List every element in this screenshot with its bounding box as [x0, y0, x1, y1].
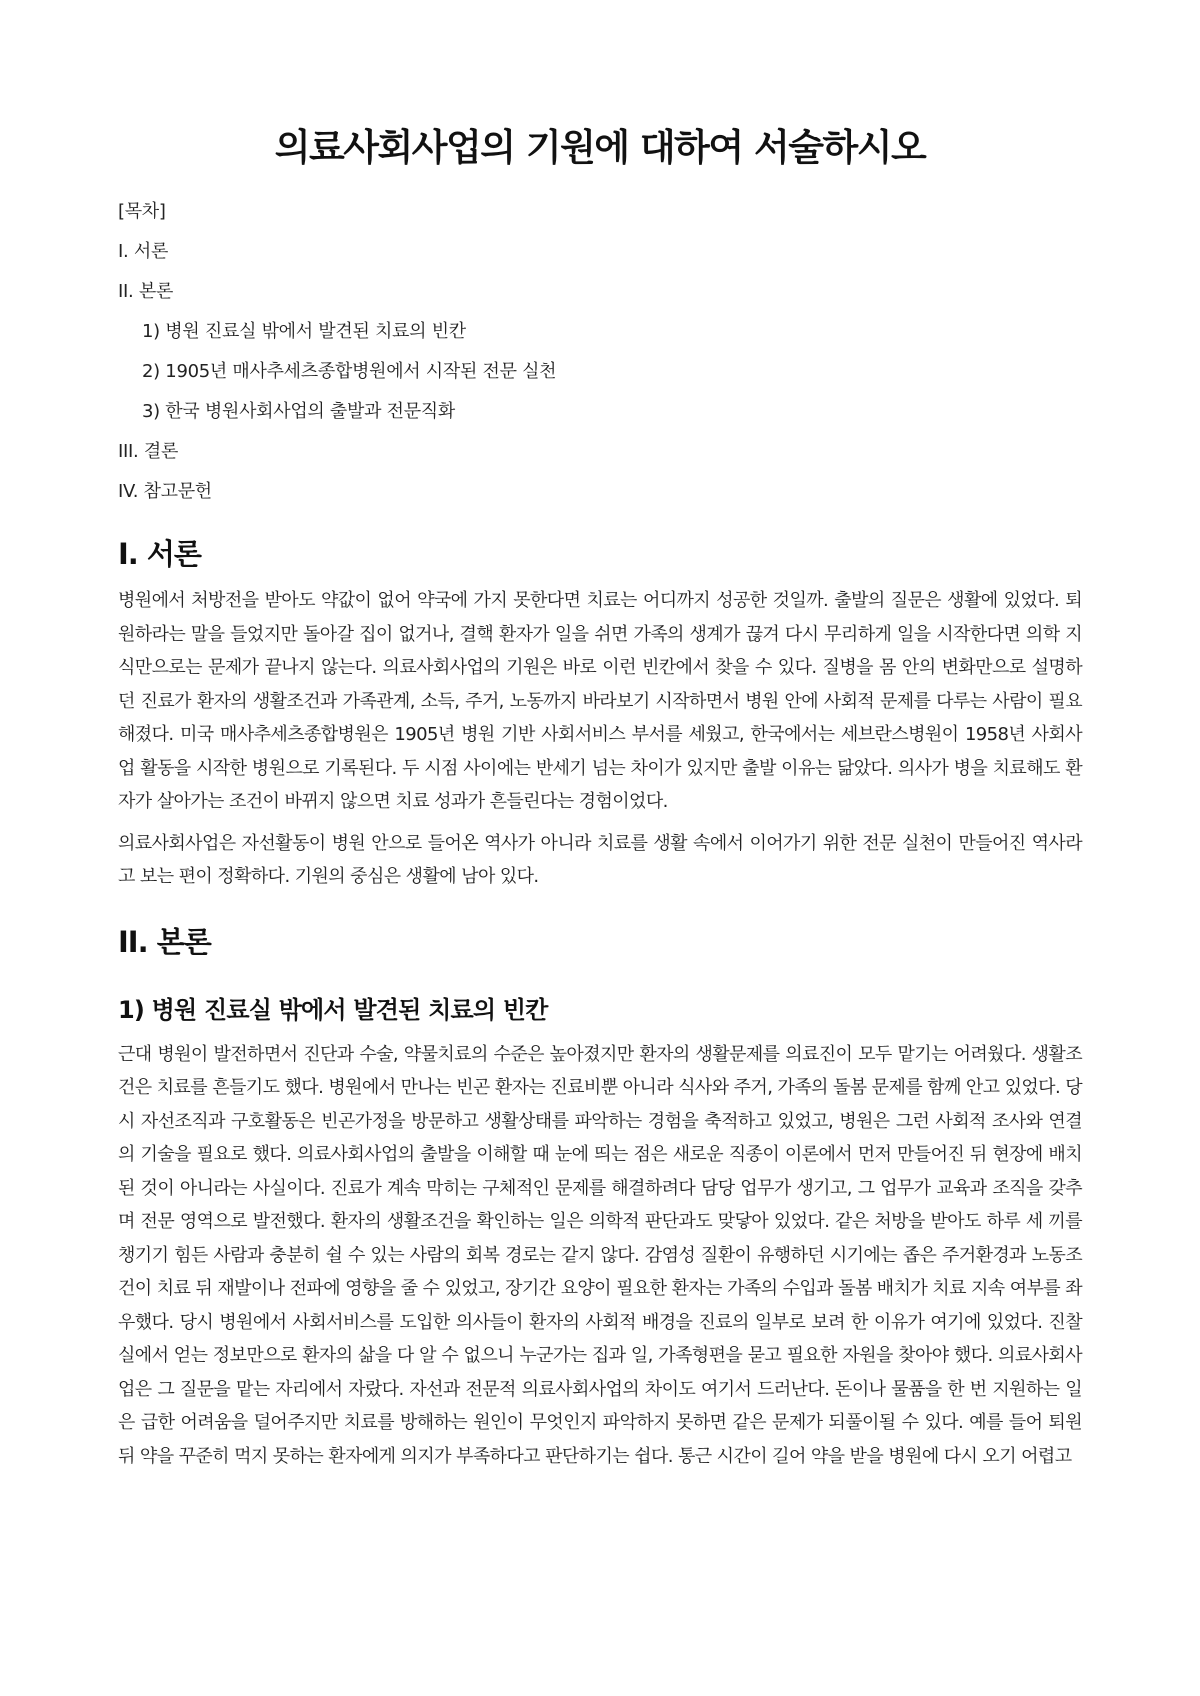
toc-subitem: 1) 병원 진료실 밖에서 발견된 치료의 빈칸 — [142, 321, 466, 342]
table-of-contents — [118, 200, 1082, 520]
document-title: 의료사회사업의 기원에 대하여 서술하시오 — [274, 126, 926, 169]
intro-paragraph: 병원에서 처방전을 받아도 약값이 없어 약국에 가지 못한다면 치료는 어디까지 성공한 것일까. 출발의 질문은 생활에 있었다. 퇴원하라는 말을 들었지만 돌아갈 집이 없거나, 결핵 환자가 일을 쉬면 가족의 생계가 끊겨 다시 무리하게 일을 시작한다면 의학 지식만으로는 문제가 끝나지 않는다. 의료사회사업의 기원은 바로 이런 빈칸에서 찾을 수 있다. 질병을 몸 안의 변화만으로 설명하던 진료가 환자의 생활조건과 가족관계, 소득, 주거, 노동까지 바라보기 시작하면서 병원 안에 사회적 문제를 다루는 사람이 필요해졌다. 미국 매사추세츠종합병원은 1905년 병원 기반 사회서비스 부서를 세웠고, 한국에서는 세브란스병원이 1958년 사회사업 활동을 시작한 병원으로 기록된다. 두 시점 사이에는 반세기 넘는 차이가 있지만 출발 이유는 닮았다. 의사가 병을 치료해도 환자가 살아가는 조건이 바뀌지 않으면 치료 성과가 흔들린다는 경험이었다. — [118, 590, 1082, 812]
toc-item: II. 본론 — [118, 281, 174, 302]
section-heading-body: II. 본론 — [118, 924, 211, 959]
section-heading-intro: I. 서론 — [118, 537, 201, 571]
toc-item: III. 결론 — [118, 441, 179, 462]
body-paragraph: 근대 병원이 발전하면서 진단과 수술, 약물치료의 수준은 높아졌지만 환자의 생활문제를 의료진이 모두 맡기는 어려웠다. 생활조건은 치료를 흔들기도 했다. 병원에서 만나는 빈곤 환자는 진료비뿐 아니라 식사와 주거, 가족의 돌봄 문제를 함께 안고 있었다. 당시 자선조직과 구호활동은 빈곤가정을 방문하고 생활상태를 파악하는 경험을 축적하고 있었고, 병원은 그런 사회적 조사와 연결의 기술을 필요로 했다. 의료사회사업의 출발을 이해할 때 눈에 띄는 점은 새로운 직종이 이론에서 먼저 만들어진 뒤 현장에 배치된 것이 아니라는 사실이다. 진료가 계속 막히는 구체적인 문제를 해결하려다 담당 업무가 생기고, 그 업무가 교육과 조직을 갖추며 전문 영역으로 발전했다. 환자의 생활조건을 확인하는 일은 의학적 판단과도 맞닿아 있었다. 같은 처방을 받아도 하루 세 끼를 챙기기 힘든 사람과 충분히 쉴 수 있는 사람의 회복 경로는 같지 않다. 감염성 질환이 유행하던 시기에는 좁은 주거환경과 노동조건이 치료 뒤 재발이나 전파에 영향을 줄 수 있었고, 장기간 요양이 필요한 환자는 가족의 수입과 돌봄 배치가 치료 지속 여부를 좌우했다. 당시 병원에서 사회서비스를 도입한 의사들이 환자의 사회적 배경을 진료의 일부로 보려 한 이유가 여기에 있었다. 진찰실에서 얻는 정보만으로 환자의 삶을 다 알 수 없으니 누군가는 집과 일, 가족형편을 묻고 필요한 자원을 찾아야 했다. 의료사회사업은 그 질문을 맡는 자리에서 자랐다. 자선과 전문적 의료사회사업의 차이도 여기서 드러난다. 돈이나 물품을 한 번 지원하는 일은 급한 어려움을 덜어주지만 치료를 방해하는 원인이 무엇인지 파악하지 못하면 같은 문제가 되풀이될 수 있다. 예를 들어 퇴원 뒤 약을 꾸준히 먹지 못하는 환자에게 의지가 부족하다고 판단하기는 쉽다. 통근 시간이 길어 약을 받을 병원에 다시 오기 어렵고 — [118, 1043, 1082, 1467]
toc-item: I. 서론 — [118, 241, 169, 262]
subsection-heading: 1) 병원 진료실 밖에서 발견된 치료의 빈칸 — [118, 995, 548, 1024]
toc-subitem: 3) 한국 병원사회사업의 출발과 전문직화 — [142, 401, 455, 422]
toc-item: IV. 참고문헌 — [118, 481, 212, 502]
intro-paragraph: 의료사회사업은 자선활동이 병원 안으로 들어온 역사가 아니라 치료를 생활 속에서 이어가기 위한 전문 실천이 만들어진 역사라고 보는 편이 정확하다. 기원의 중심은 생활에 남아 있다. — [118, 832, 1082, 887]
toc-heading: [목차] — [118, 201, 166, 222]
toc-subitem: 2) 1905년 매사추세츠종합병원에서 시작된 전문 실천 — [142, 361, 557, 382]
